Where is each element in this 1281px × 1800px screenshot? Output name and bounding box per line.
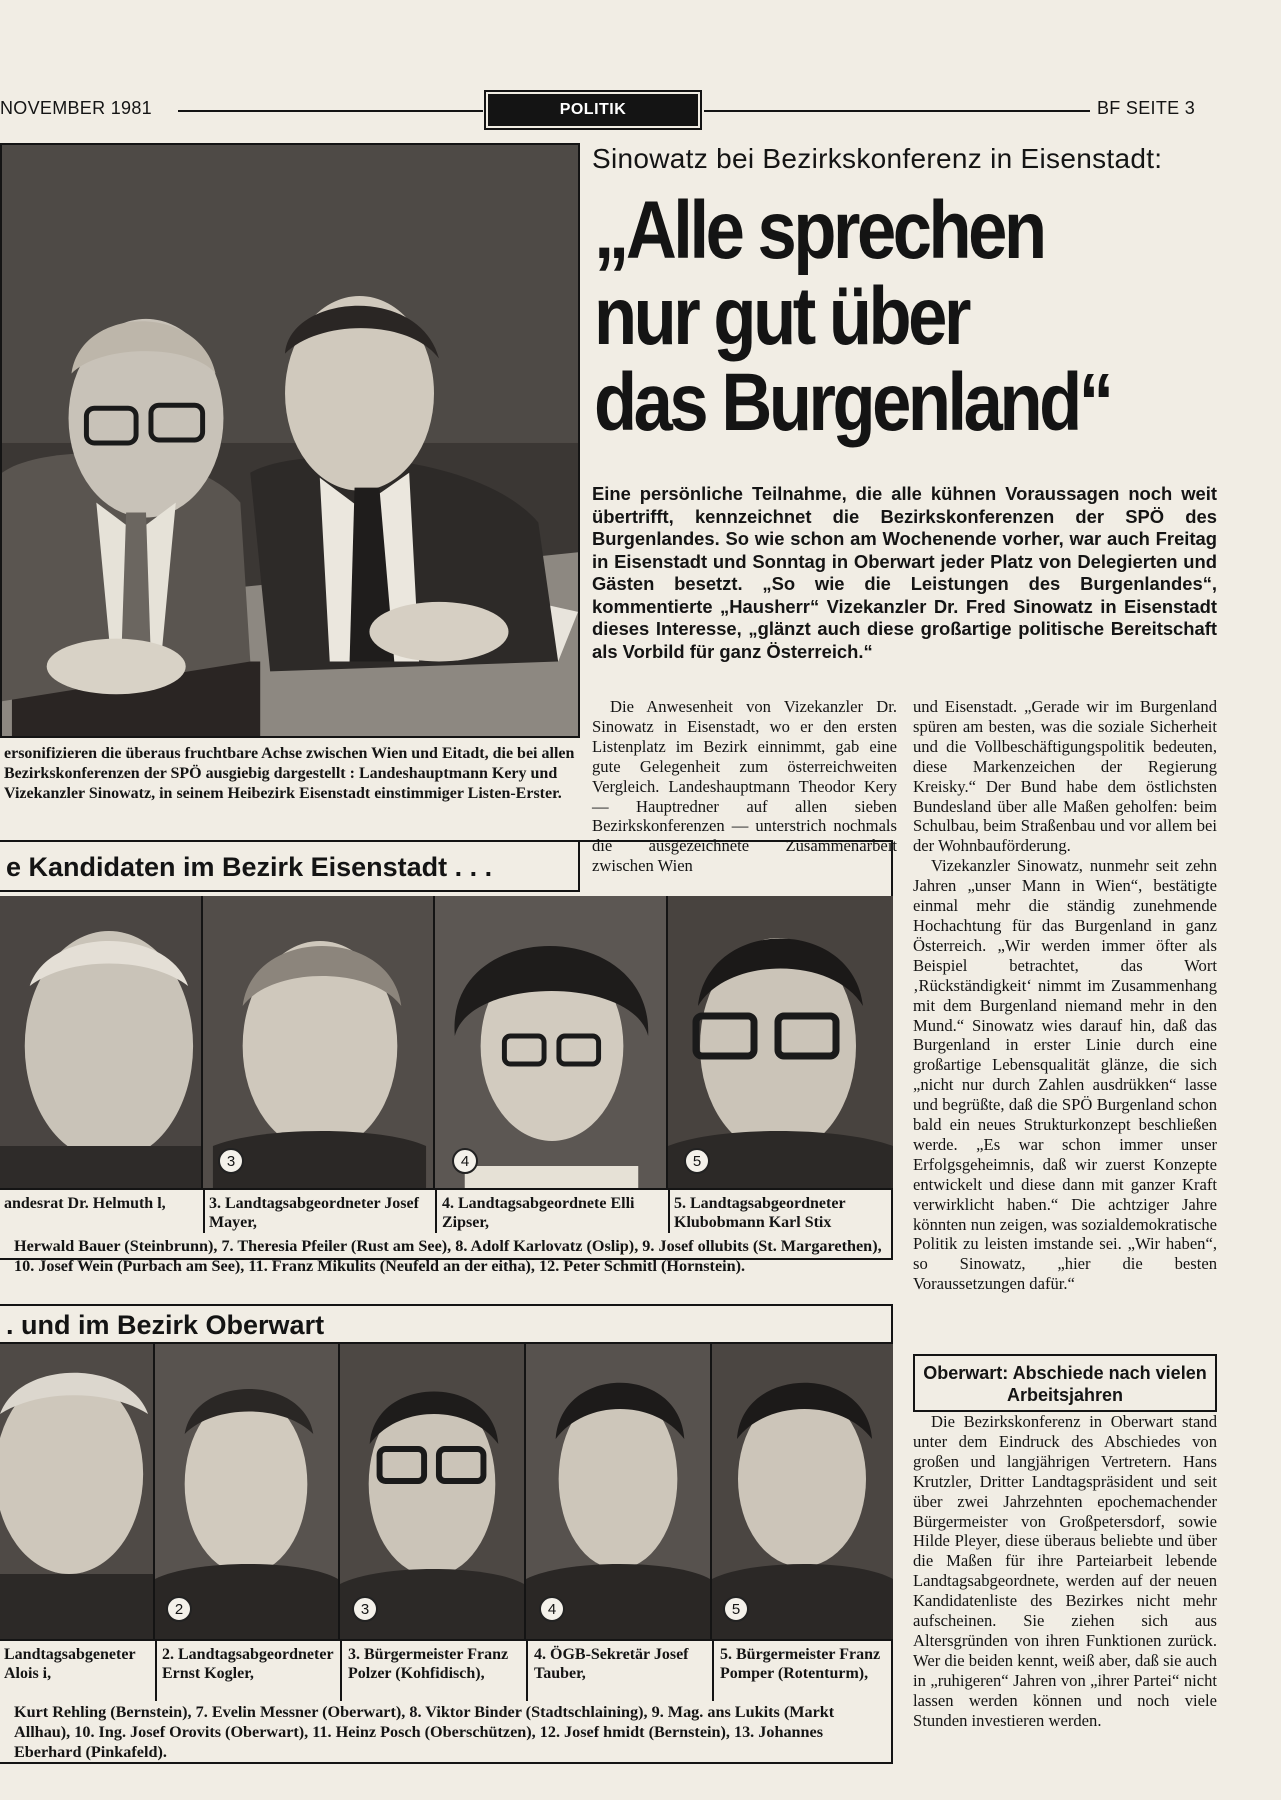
candidate-caption: 4. ÖGB-Sekretär Josef Tauber, bbox=[534, 1646, 689, 1682]
candidate-number-badge: 4 bbox=[539, 1596, 565, 1622]
article-kicker: Sinowatz bei Bezirkskonferenz in Eisenstadt: bbox=[592, 143, 1163, 174]
eisenstadt-title: e Kandidaten im Bezirk Eisenstadt . . . bbox=[6, 852, 493, 882]
candidate-photo bbox=[340, 1344, 526, 1639]
candidate-caption: 3. Landtagsabgeordneter Josef Mayer, bbox=[209, 1195, 419, 1231]
caption-divider bbox=[712, 1639, 714, 1701]
candidate-caption: Landtagsabgeneter Alois i, bbox=[4, 1646, 136, 1682]
main-photo bbox=[0, 143, 580, 738]
article-lead: Eine persönliche Teilnahme, die alle kühnen Voraussagen noch weit übertrifft, kennzeichnet die Bezirkskonferenzen der SPÖ des Burgenlandes. So wie schon am Wochenende vorher, war auch Freitag in Eisenstadt und Sonntag in Oberwart jeder Platz von Delegierten und Gästen besetzt. „So wie die Leistungen des Burgenlandes“, kommentierte „Hausherr“ Vizekanzler Dr. Fred Sinowatz in Eisenstadt dieses Interesse, „glänzt auch diese großartige politische Bereitschaft als Vorbild für ganz Österreich.“ bbox=[592, 483, 1217, 662]
candidate-number-badge: 5 bbox=[684, 1148, 710, 1174]
candidate-photo bbox=[0, 1344, 155, 1639]
caption-divider bbox=[668, 1188, 670, 1233]
candidate-number-badge: 5 bbox=[723, 1596, 749, 1622]
candidate-number-badge: 3 bbox=[352, 1596, 378, 1622]
candidate-photo bbox=[155, 1344, 340, 1639]
candidate-number-badge: 4 bbox=[452, 1148, 478, 1174]
caption-divider bbox=[340, 1639, 342, 1701]
article-paragraph: Die Anwesenheit von Vizekanzler Dr. Sinowatz in Eisenstadt, wo er den ersten Listenplatz im Bezirk einnimmt, gab eine gute Gelegenheit zum österreichweiten Vergleich. Landeshauptmann Theodor Kery — Hauptredner auf allen sieben Bezirkskonferenzen — unterstrich nochmals die ausgezeichnete Zusammenarbeit zwischen Wien bbox=[592, 697, 897, 876]
caption-divider bbox=[155, 1639, 157, 1701]
candidate-caption: 4. Landtagsabgeordnete Elli Zipser, bbox=[442, 1195, 635, 1231]
header-rule-left bbox=[178, 110, 483, 112]
article-paragraph: Vizekanzler Sinowatz, nunmehr seit zehn Jahren „unser Mann in Wien“, bestätigte einmal mehr die ständig zunehmende Hochachtung für das Burgenland in ganz Österreich. „Wir werden immer öfter als Beispiel betrachtet, das Wort ‚Rückständigkeit‘ nimmt im Zusammenhang mit dem Burgenland niemand mehr in den Mund.“ Sinowatz wies darauf hin, daß das Burgenland in erster Linie durch eine großartige Lebensqualität glänze, die sich „nicht nur durch Zahlen ausdrükken“ lasse und begrüßte, daß die SPÖ Burgenland schon bald ein neues Strukturkonzept beschließen werde. „Es war schon immer unser Erfolgsgeheimnis, daß wir zuerst Konzepte entwickelt und diese dann mit ganzer Kraft verwirklicht haben.“ Die achtziger Jahre könnten nun zeigen, was sozialdemokratische Politik zu leisten imstande sei. „Wir haben“, so Sinowatz, „hier die besten Voraussetzungen dafür.“ bbox=[913, 856, 1217, 1294]
portrait-rule bbox=[0, 1188, 893, 1190]
photo-caption: ersonifizieren die überaus fruchtbare Achse zwischen Wien und Eitadt, die bei allen Bezirkskonferenzen der SPÖ ausgiebig dargestellt : Landeshauptmann Kery und Vizekanzler Sinowatz, in seinem Heibezirk Eisenstadt einstimmiger Listen-Erster. bbox=[4, 745, 575, 802]
candidate-caption: 5. Bürgermeister Franz Pomper (Rotenturm), bbox=[720, 1646, 881, 1682]
headline-line: das Burgenland“ bbox=[594, 357, 1111, 448]
candidate-caption: andesrat Dr. Helmuth l, bbox=[4, 1195, 166, 1212]
candidate-photo bbox=[435, 896, 668, 1188]
candidate-photo bbox=[203, 896, 435, 1188]
subheading-box: Oberwart: Abschiede nach vielen Arbeitsjahren bbox=[913, 1354, 1217, 1412]
article-headline bbox=[594, 185, 1127, 448]
candidate-photo bbox=[0, 896, 203, 1188]
candidate-caption: 5. Landtagsabgeordneter Klubobmann Karl Stix bbox=[674, 1195, 846, 1231]
caption-divider bbox=[435, 1188, 437, 1233]
candidate-number-badge: 3 bbox=[218, 1148, 244, 1174]
page-number: BF SEITE 3 bbox=[1097, 98, 1196, 118]
candidate-caption: 2. Landtagsabgeordneter Ernst Kogler, bbox=[162, 1646, 334, 1682]
portrait-rule bbox=[0, 1639, 893, 1641]
article-paragraph: Die Bezirkskonferenz in Oberwart stand unter dem Eindruck des Abschiedes von großen und langjährigen Vertretern. Hans Krutzler, Dritter Landtagspräsident und seit über zwei Jahrzehnten epochemachender Bürgermeister von Großpetersdorf, sowie Hilde Pleyer, diese überaus beliebte und über die Maßen für ihre Parteiarbeit lebende Landtagsabgeordnete, werden auf der neuen Kandidatenliste des Bezirkes nicht mehr aufscheinen. Sie ziehen sich aus Altersgründen von ihren Funktionen zurück. Wer die beiden kennt, weiß aber, daß sie auch in „ruhigeren“ Jahren von „ihrer Partei“ nicht lassen werden können und noch viele Stunden investieren werden. bbox=[913, 1412, 1217, 1730]
candidate-photo bbox=[526, 1344, 712, 1639]
caption-divider bbox=[203, 1188, 205, 1233]
article-column-2 bbox=[913, 697, 1217, 1294]
article-column-3 bbox=[913, 1412, 1217, 1731]
candidate-photo bbox=[712, 1344, 893, 1639]
candidate-photo bbox=[668, 896, 893, 1188]
caption-divider bbox=[526, 1639, 528, 1701]
headline-line: „Alle sprechen bbox=[594, 185, 1044, 276]
oberwart-title: . und im Bezirk Oberwart bbox=[6, 1310, 325, 1340]
tab-rule bbox=[0, 890, 580, 892]
candidate-caption: 3. Bürgermeister Franz Polzer (Kohfidisch), bbox=[348, 1646, 509, 1682]
issue-date: NOVEMBER 1981 bbox=[0, 98, 152, 118]
candidate-number-badge: 2 bbox=[166, 1596, 192, 1622]
section-label: POLITIK bbox=[488, 94, 698, 126]
header-rule-right bbox=[704, 110, 1090, 112]
headline-line: nur gut über bbox=[594, 271, 968, 362]
article-paragraph: und Eisenstadt. „Gerade wir im Burgenland spüren am besten, was die soziale Sicherheit und die Vollbeschäftigungspolitik bedeuten, diese Markenzeichen der Regierung Kreisky.“ Der Bund habe dem östlichsten Bundesland über alle Maßen geholfen: beim Schulbau, beim Straßenbau und vor allem bei der Wohnbauförderung. bbox=[913, 697, 1217, 856]
oberwart-candidate-list: Kurt Rehling (Bernstein), 7. Evelin Messner (Oberwart), 8. Viktor Binder (Stadtschlaining), 9. Mag. ans Lukits (Markt Allhau), 10. Ing. Josef Orovits (Oberwart), 11. Heinz Posch (Oberschützen), 12. Josef hmidt (Bernstein), 13. Johannes Eberhard (Pinkafeld). bbox=[14, 1703, 835, 1761]
eisenstadt-candidate-list: Herwald Bauer (Steinbrunn), 7. Theresia Pfeiler (Rust am See), 8. Adolf Karlovatz (Oslip), 9. Josef ollubits (St. Margarethen), 10. Josef Wein (Purbach am See), 11. Franz Mikulits (Neufeld an der eitha), 12. Peter Schmitl (Hornstein). bbox=[14, 1237, 882, 1275]
tab-divider bbox=[578, 840, 580, 892]
